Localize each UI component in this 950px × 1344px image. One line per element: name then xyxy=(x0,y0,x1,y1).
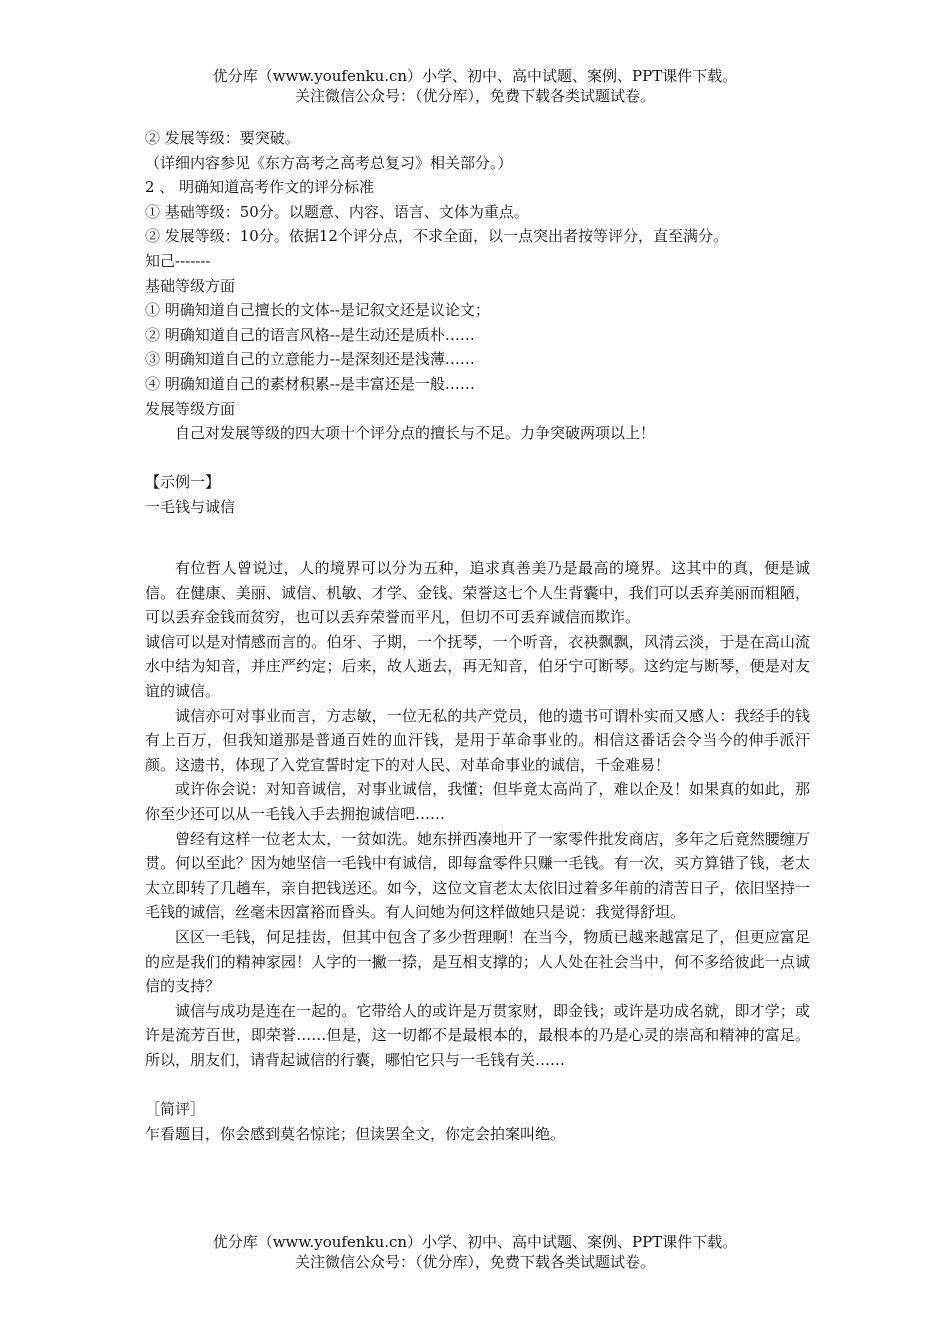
essay-paragraph: 诚信可以是对情感而言的。伯牙、子期，一个抚琴，一个听音，衣袂飘飘，风清云淡，于是在高山流水中结为知音，并庄严约定；后来，故人逝去，再无知音，伯牙宁可断琴。这约定与断琴，便是对友谊的诚信。 xyxy=(145,632,810,701)
footer-line-1: 优分库（www.youfenku.cn）小学、初中、高中试题、案例、PPT课件下载。 xyxy=(212,1233,738,1251)
dev-score: ② 发展等级：10分。依据12个评分点，不求全面，以一点突出者按等评分，直至满分。 xyxy=(145,227,728,246)
basic-score: ① 基础等级：50分。以题意、内容、语言、文体为重点。 xyxy=(145,202,529,221)
review-text: 乍看题目，你会感到莫名惊诧；但读罢全文，你定会拍案叫绝。 xyxy=(145,1124,566,1143)
essay-paragraph: 或许你会说：对知音诚信，对事业诚信，我懂；但毕竟太高尚了，难以企及！如果真的如此，那你至少还可以从一毛钱入手去拥抱诚信吧…… xyxy=(145,780,810,824)
header-line-2: 关注微信公众号：（优分库），免费下载各类试题试卷。 xyxy=(294,87,655,105)
page-header xyxy=(0,66,950,106)
essay-title: 一毛钱与诚信 xyxy=(145,497,236,516)
know-self: 知己------- xyxy=(145,251,211,270)
dev-aspect-text: 自己对发展等级的四大项十个评分点的擅长与不足。力争突破两项以上！ xyxy=(175,424,656,443)
essay-paragraph: 曾经有这样一位老太太，一贫如洗。她东拼西凑地开了一家零件批发商店，多年之后竟然腰缠万贯。何以至此？因为她坚信一毛钱中有诚信，即每盒零件只赚一毛钱。有一次，买方算错了钱，老太太立即转了几趟车，亲自把钱送还。如今，这位文盲老太太依旧过着多年前的清苦日子，依旧坚持一毛钱的诚信，丝毫未因富裕而昏头。有人问她为何这样做她只是说：我觉得舒坦。 xyxy=(145,829,810,922)
basic-aspect-title: 基础等级方面 xyxy=(145,276,236,295)
basic-item: ④ 明确知道自己的素材积累--是丰富还是一般…… xyxy=(145,374,475,393)
essay-paragraph: 有位哲人曾说过，人的境界可以分为五种，追求真善美乃是最高的境界。这其中的真，便是诚信。在健康、美丽、诚信、机敏、才学、金钱、荣誉这七个人生背囊中，我们可以丢弃美丽而粗陋，可以丢弃金钱而贫穷，也可以丢弃荣誉而平凡，但切不可丢弃诚信而欺诈。 xyxy=(145,559,810,627)
example-label: 【示例一】 xyxy=(145,473,221,492)
review-label: ［简评］ xyxy=(145,1100,206,1119)
header-line-1: 优分库（www.youfenku.cn）小学、初中、高中试题、案例、PPT课件下载。 xyxy=(212,67,738,85)
basic-item: ② 明确知道自己的语言风格--是生动还是质朴…… xyxy=(145,325,475,344)
document-body xyxy=(145,126,810,1146)
basic-item: ③ 明确知道自己的立意能力--是深刻还是浅薄…… xyxy=(145,350,475,369)
page-footer xyxy=(0,1232,950,1272)
essay-paragraph: 诚信亦可对事业而言，方志敏，一位无私的共产党员，他的遗书可谓朴实而又感人：我经手的钱有上百万，但我知道那是普通百姓的血汗钱，是用于革命事业的。相信这番话会令当今的伸手派汗颜。这遗书，体现了入党宣誓时定下的对人民、对革命事业的诚信，千金难易！ xyxy=(145,706,810,774)
footer-line-2: 关注微信公众号：（优分库），免费下载各类试题试卷。 xyxy=(294,1253,655,1271)
dev-level-intro: ② 发展等级：要突破。 xyxy=(145,129,300,147)
essay-paragraph: 区区一毛钱，何足挂齿，但其中包含了多少哲理啊！在当今，物质已越来越富足了，但更应富足的应是我们的精神家园！人字的一撇一捺，是互相支撑的；人人处在社会当中，何不多给彼此一点诚信的支持？ xyxy=(145,928,810,996)
essay-paragraph: 诚信与成功是连在一起的。它带给人的或许是万贯家财，即金钱；或许是功成名就，即才学；或许是流芳百世，即荣誉……但是，这一切都不是最根本的，最根本的乃是心灵的崇高和精神的富足。所以，朋友们，请背起诚信的行囊，哪怕它只与一毛钱有关…… xyxy=(145,1001,810,1069)
basic-item: ① 明确知道自己擅长的文体--是记叙文还是议论文； xyxy=(145,301,490,320)
reference-note: （详细内容参见《东方高考之高考总复习》相关部分。） xyxy=(145,153,513,172)
section-2-title: 2 、 明确知道高考作文的评分标准 xyxy=(145,178,375,197)
dev-aspect-title: 发展等级方面 xyxy=(145,399,236,418)
